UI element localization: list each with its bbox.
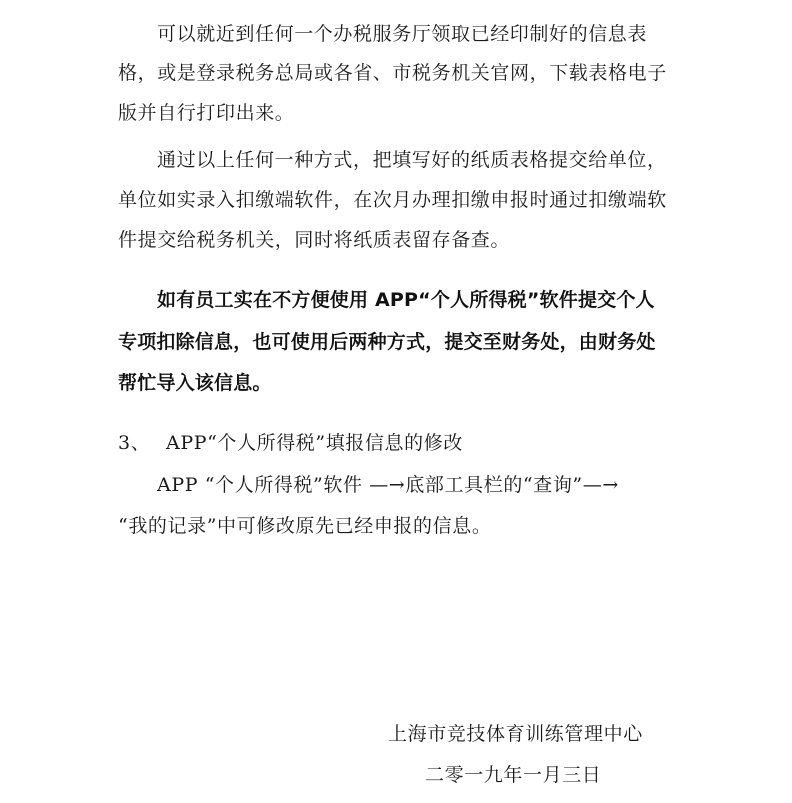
notice-line-1: 如有员工实在不方便使用 APP“个人所得税”软件提交个人 [157,289,655,311]
paragraph-1-line-3: 版并自行打印出来。 [118,102,295,124]
paragraph-1-line-1: 可以就近到任何一个办税服务厅领取已经印制好的信息表 [157,23,648,45]
section-3-line-2: “我的记录”中可修改原先已经申报的信息。 [118,515,492,537]
section-3-heading: APP“个人所得税”填报信息的修改 [166,432,463,454]
signature-organization: 上海市竞技体育训练管理中心 [388,723,643,745]
notice-line-3: 帮忙导入该信息。 [118,372,272,394]
paragraph-2-line-3: 件提交给税务机关，同时将纸质表留存备查。 [118,229,511,251]
notice-line-2: 专项扣除信息，也可使用后两种方式，提交至财务处，由财务处 [118,331,656,353]
section-3-line-1: APP “个人所得税”软件 —→底部工具栏的“查询”—→ [157,474,619,496]
paragraph-1-line-2: 格，或是登录税务总局或各省、市税务机关官网，下载表格电子 [118,62,667,84]
paragraph-2-line-2: 单位如实录入扣缴端软件，在次月办理扣缴申报时通过扣缴端软 [118,189,667,211]
section-3-number: 3、 [118,432,151,454]
signature-date: 二零一九年一月三日 [425,764,602,786]
paragraph-2-line-1: 通过以上任何一种方式，把填写好的纸质表格提交给单位， [157,149,667,171]
